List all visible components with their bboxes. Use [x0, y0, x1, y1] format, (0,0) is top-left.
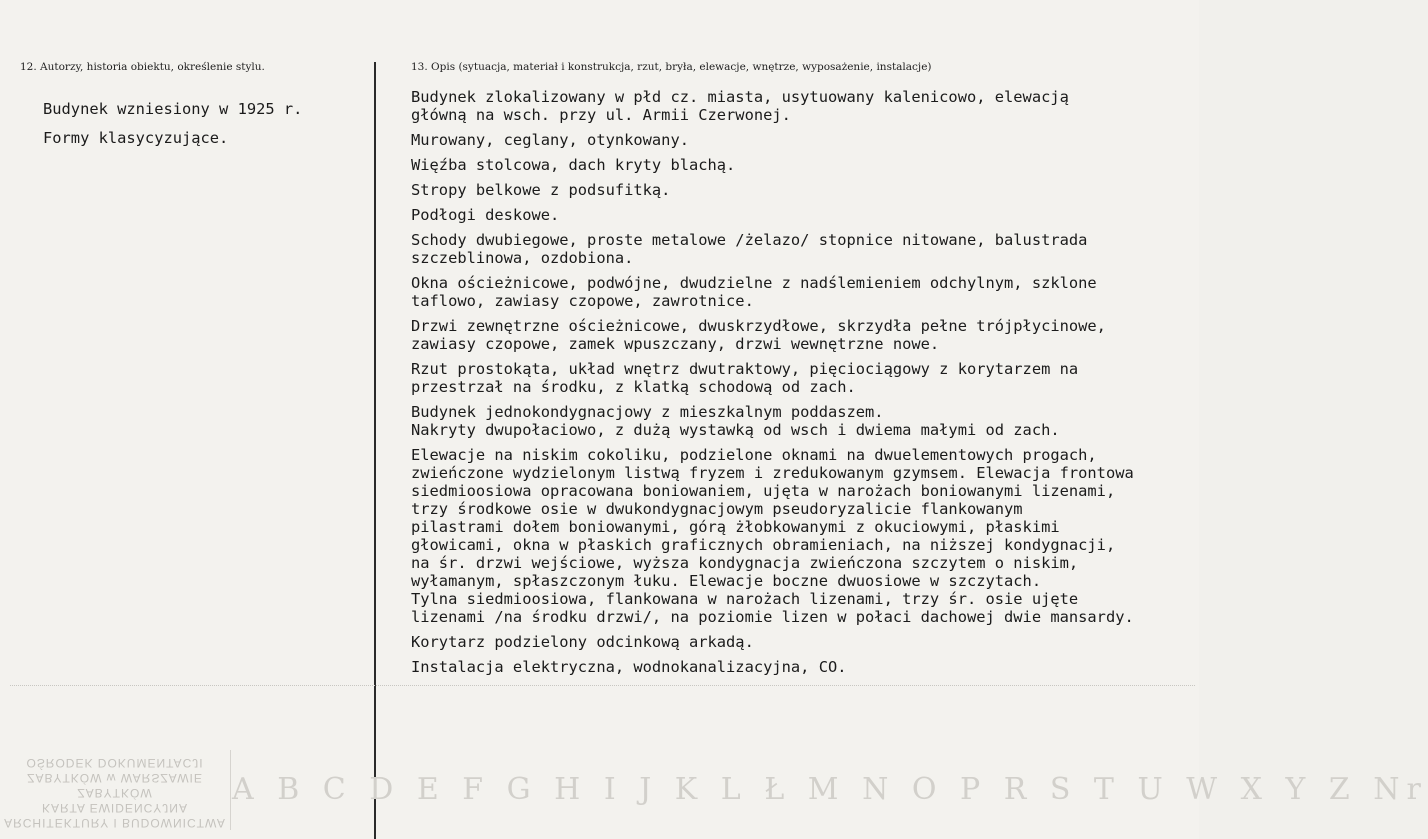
field-12-label: 12. Autorzy, historia obiektu, określenie stylu.	[20, 61, 265, 73]
description-field	[411, 88, 1191, 683]
bleed-through-stamp: ARCHITEKTURY I BUDOWNICTWA KARTA EWIDENCYJNA ZABYTKÓW ZABYTKÓW w WARSZAWIE OŚRODEK DOKUMENTACJI	[4, 756, 226, 830]
history-paragraph: Formy klasycyzujące.	[43, 129, 229, 147]
description-paragraph: Nakryty dwupołaciowo, z dużą wystawką od wsch i dwiema małymi od zach.	[411, 421, 1060, 439]
history-paragraph: Budynek wzniesiony w 1925 r.	[43, 100, 303, 118]
faint-bottom-rule	[10, 685, 1195, 686]
description-paragraph: Budynek jednokondygnacjowy z mieszkalnym poddaszem.	[411, 403, 884, 421]
description-paragraph: Drzwi zewnętrzne ościeżnicowe, dwuskrzydłowe, skrzydła pełne trójpłycinowe, zawiasy czopowe, zamek wpuszczany, drzwi wewnętrzne nowe.	[411, 317, 1106, 353]
description-paragraph: Rzut prostokąta, układ wnętrz dwutraktowy, pięciociągowy z korytarzem na przestrzał na środku, z klatką schodową od zach.	[411, 360, 1079, 396]
description-paragraph: Okna ościeżnicowe, podwójne, dwudzielne z nadślemieniem odchylnym, szklone taflowo, zawiasy czopowe, zawrotnice.	[411, 274, 1097, 310]
bleed-through-alphabet: A B C D E F G H I J K L Ł M N O P R S T U W X Y Z Nr	[232, 772, 1428, 807]
description-paragraph: Schody dwubiegowe, proste metalowe /żelazo/ stopnice nitowane, balustrada szczeblinowa, ozdobiona.	[411, 231, 1088, 267]
column-divider	[374, 62, 376, 839]
faint-grid-line	[230, 750, 231, 830]
field-13-label: 13. Opis (sytuacja, materiał i konstrukcja, rzut, bryła, elewacje, wnętrze, wyposażenie, instalacje)	[411, 61, 932, 73]
description-paragraph: Stropy belkowe z podsufitką.	[411, 181, 671, 199]
description-paragraph: Budynek zlokalizowany w płd cz. miasta, usytuowany kalenicowo, elewacją główną na wsch. przy ul. Armii Czerwonej.	[411, 88, 1069, 124]
history-field	[43, 100, 363, 158]
description-paragraph: Murowany, ceglany, otynkowany.	[411, 131, 689, 149]
description-paragraph: Instalacja elektryczna, wodnokanalizacyjna, CO.	[411, 658, 847, 676]
description-paragraph: Elewacje na niskim cokoliku, podzielone oknami na dwuelementowych progach, zwieńczone wydzielonym listwą fryzem i zredukowanym gzymsem. Elewacja frontowa siedmioosiowa opracowana boniowaniem, ujęta w narożach boniowanymi lizenami, trzy środkowe osie w dwukondygnacjowym pseudoryzalicie flankowanym pilastrami dołem boniowanymi, górą żłobkowanymi z okuciowymi, płaskimi głowicami, okna w płaskich graficznych obramieniach, na niższej kondygnacji, na śr. drzwi wejściowe, wyższa kondygnacja zwieńczona szczytem o niskim, wyłamanym, spłaszczonym łuku. Elewacje boczne dwuosiowe w szczytach. Tylna siedmioosiowa, flankowana w narożach lizenami, trzy śr. osie ujęte lizenami /na środku drzwi/, na poziomie lizen w połaci dachowej dwie mansardy.	[411, 446, 1134, 626]
description-paragraph: Podłogi deskowe.	[411, 206, 560, 224]
description-paragraph: Korytarz podzielony odcinkową arkadą.	[411, 633, 754, 651]
description-paragraph: Więźba stolcowa, dach kryty blachą.	[411, 156, 736, 174]
